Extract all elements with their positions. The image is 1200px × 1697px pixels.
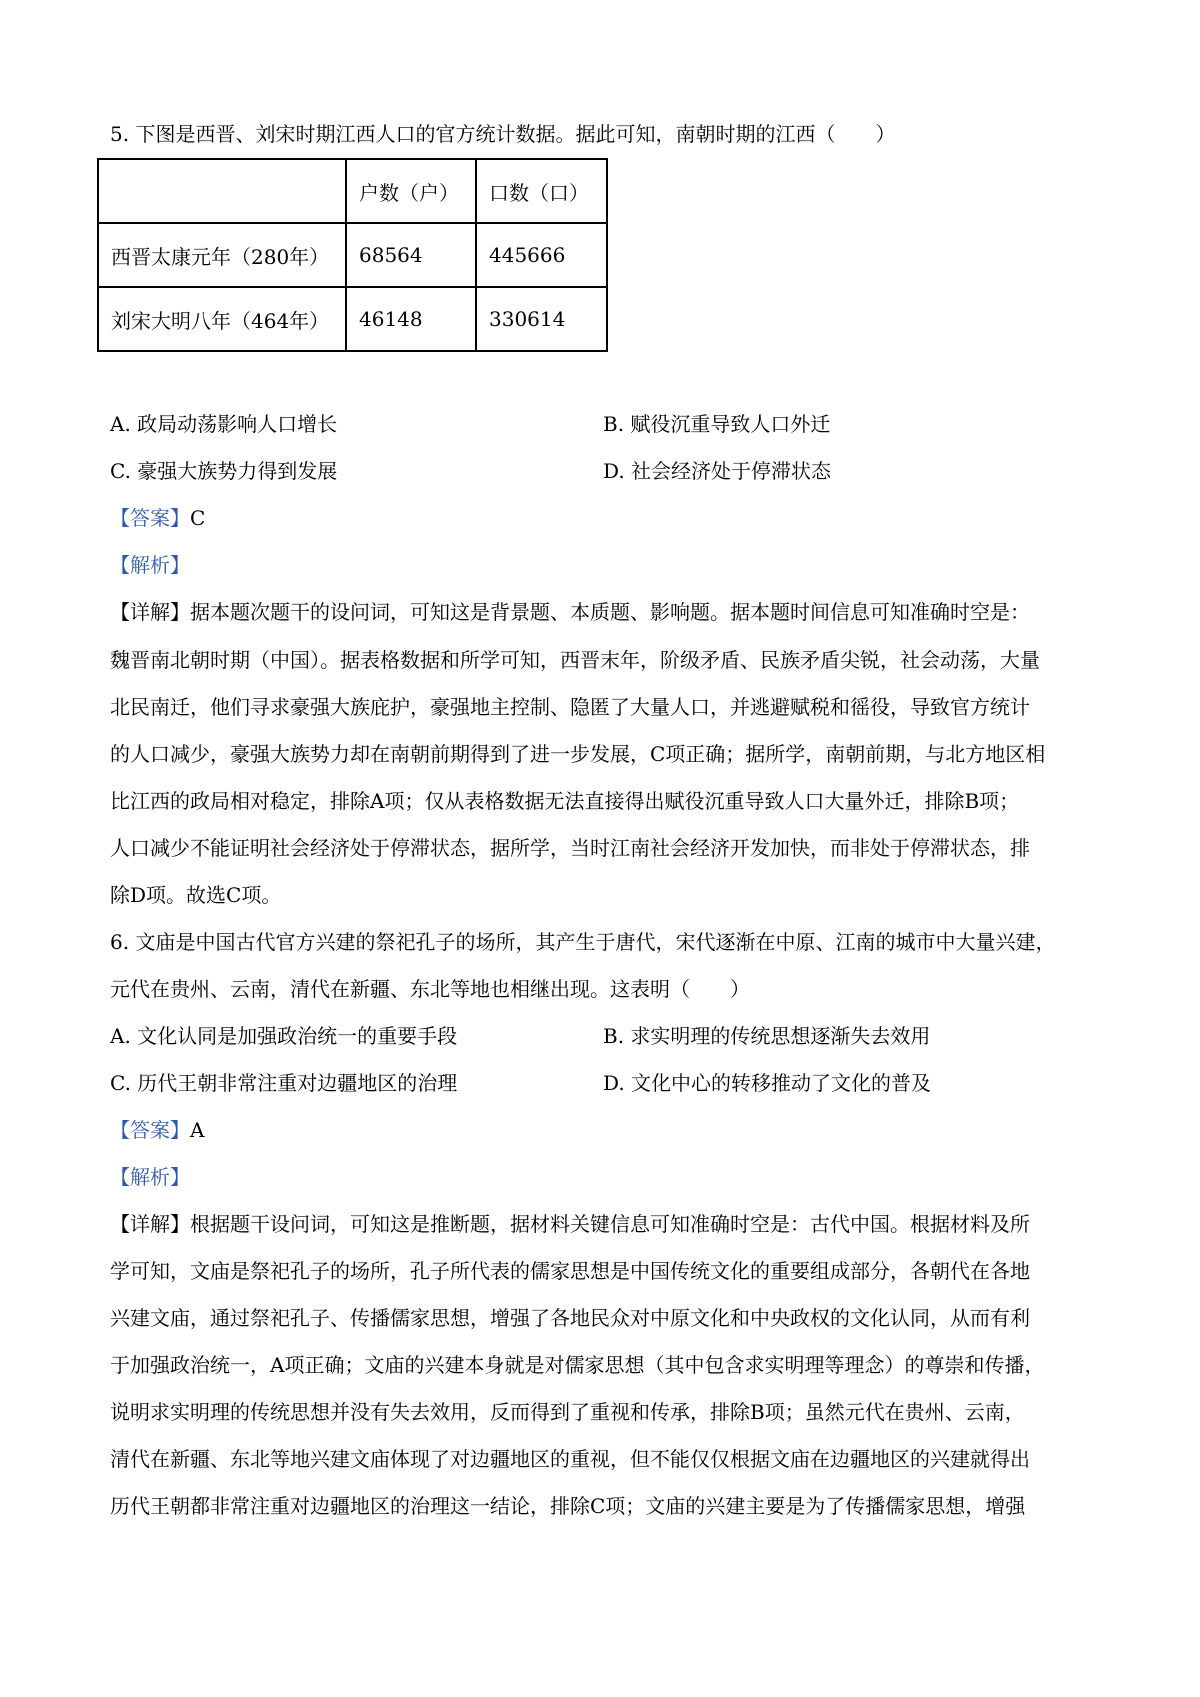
table-header-row <box>98 159 607 223</box>
population-table <box>97 158 608 352</box>
question-6-detail-line: 学可知，文庙是祭祀孔子的场所，孔子所代表的儒家思想是中国传统文化的重要组成部分，各朝代在各地 <box>110 1259 1030 1283</box>
question-6-detail-line: 历代王朝都非常注重对边疆地区的治理这一结论，排除C项；文庙的兴建主要是为了传播儒家思想，增强 <box>110 1494 1026 1518</box>
table-cell: 445666 <box>476 223 607 287</box>
question-6-option-b: B. 求实明理的传统思想逐渐失去效用 <box>603 1024 931 1048</box>
answer-tag: 【答案】 <box>110 1118 190 1142</box>
question-5-detail-line: 比江西的政局相对稳定，排除A项；仅从表格数据无法直接得出赋役沉重导致人口大量外迁，排除B项； <box>110 789 1020 813</box>
question-6-stem: 6. 文庙是中国古代官方兴建的祭祀孔子的场所，其产生于唐代，宋代逐渐在中原、江南的城市中大量兴建， <box>110 930 1056 954</box>
table-header-cell: 口数（口） <box>476 159 607 223</box>
answer-value: A <box>190 1118 205 1142</box>
question-5-detail-line: 北民南迁，他们寻求豪强大族庇护，豪强地主控制、隐匿了大量人口，并逃避赋税和徭役，导致官方统计 <box>110 695 1030 719</box>
question-6-option-a: A. 文化认同是加强政治统一的重要手段 <box>110 1024 458 1048</box>
question-6-detail-line: 于加强政治统一，A项正确；文庙的兴建本身就是对儒家思想（其中包含求实明理等理念）的尊崇和传播， <box>110 1353 1045 1377</box>
question-5-detail-line: 【详解】据本题次题干的设问词，可知这是背景题、本质题、影响题。据本题时间信息可知准确时空是： <box>110 600 1030 624</box>
question-5-option-b: B. 赋役沉重导致人口外迁 <box>603 412 831 436</box>
question-6-detail-line: 【详解】根据题干设问词，可知这是推断题，据材料关键信息可知准确时空是：古代中国。根据材料及所 <box>110 1212 1030 1236</box>
table-cell: 刘宋大明八年（464年） <box>98 287 346 351</box>
question-6-answer <box>110 1118 1110 1142</box>
question-5-option-c: C. 豪强大族势力得到发展 <box>110 459 338 483</box>
answer-value: C <box>190 506 206 530</box>
table-cell: 西晋太康元年（280年） <box>98 223 346 287</box>
question-5-option-d: D. 社会经济处于停滞状态 <box>603 459 832 483</box>
question-6-detail-line: 清代在新疆、东北等地兴建文庙体现了对边疆地区的重视，但不能仅仅根据文庙在边疆地区的兴建就得出 <box>110 1447 1030 1471</box>
question-6-stem: 元代在贵州、云南，清代在新疆、东北等地也相继出现。这表明（ ） <box>110 977 750 1001</box>
table-cell: 68564 <box>346 223 476 287</box>
table-header-cell: 户数（户） <box>346 159 476 223</box>
answer-tag: 【答案】 <box>110 506 190 530</box>
question-6-detail-line: 兴建文庙，通过祭祀孔子、传播儒家思想，增强了各地民众对中原文化和中央政权的文化认同，从而有利 <box>110 1306 1030 1330</box>
question-5-answer <box>110 506 1110 530</box>
table-header-cell <box>98 159 346 223</box>
table-cell: 330614 <box>476 287 607 351</box>
question-5-detail-line: 除D项。故选C项。 <box>110 883 282 907</box>
question-5-detail-line: 的人口减少，豪强大族势力却在南朝前期得到了进一步发展，C项正确；据所学，南朝前期，与北方地区相 <box>110 742 1046 766</box>
question-5-detail-line: 人口减少不能证明社会经济处于停滞状态，据所学，当时江南社会经济开发加快，而非处于停滞状态，排 <box>110 836 1030 860</box>
table-row <box>98 223 607 287</box>
question-6-analysis-tag: 【解析】 <box>110 1165 190 1189</box>
question-5-stem: 5. 下图是西晋、刘宋时期江西人口的官方统计数据。据此可知，南朝时期的江西（ ） <box>110 122 896 146</box>
question-6-detail-line: 说明求实明理的传统思想并没有失去效用，反而得到了重视和传承，排除B项；虽然元代在贵州、云南， <box>110 1400 1025 1424</box>
question-5-option-a: A. 政局动荡影响人口增长 <box>110 412 338 436</box>
question-5-analysis-tag: 【解析】 <box>110 553 190 577</box>
question-5-detail-line: 魏晋南北朝时期（中国）。据表格数据和所学可知，西晋末年，阶级矛盾、民族矛盾尖锐，社会动荡，大量 <box>110 648 1040 672</box>
question-6-option-d: D. 文化中心的转移推动了文化的普及 <box>603 1071 932 1095</box>
table-cell: 46148 <box>346 287 476 351</box>
table-row <box>98 287 607 351</box>
question-6-option-c: C. 历代王朝非常注重对边疆地区的治理 <box>110 1071 458 1095</box>
